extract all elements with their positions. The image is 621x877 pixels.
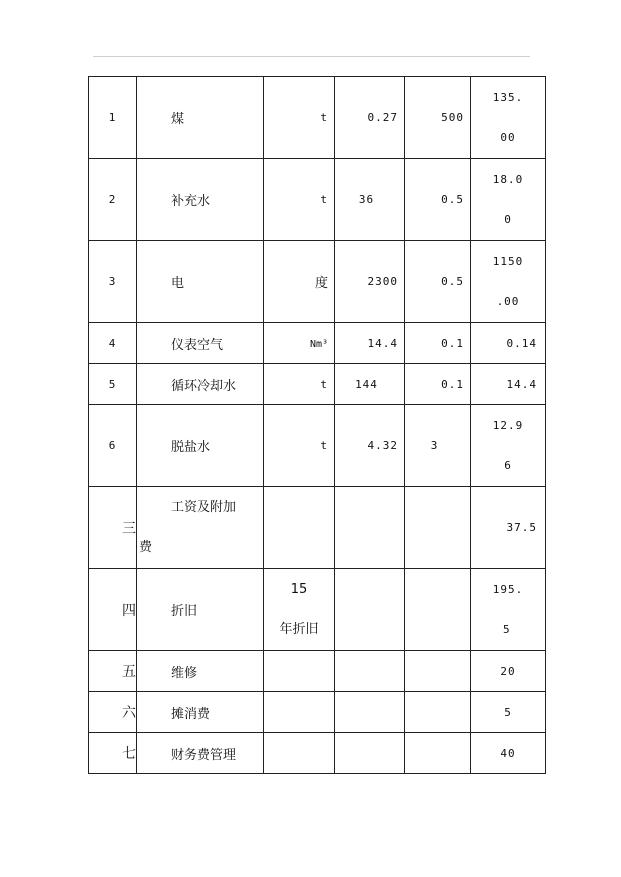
unit-cell: t xyxy=(264,159,335,241)
table-row xyxy=(89,241,546,323)
quantity-cell: 0.27 xyxy=(335,77,405,159)
quantity-cell xyxy=(335,487,405,569)
table-row xyxy=(89,733,546,774)
row-number: 1 xyxy=(89,77,137,159)
item-name: 维修 xyxy=(137,651,264,692)
cost-cell: 5 xyxy=(471,692,546,733)
unit-cell xyxy=(264,692,335,733)
row-number: 五 xyxy=(89,651,137,692)
price-cell xyxy=(405,487,471,569)
table-row xyxy=(89,323,546,364)
cost-cell: 14.4 xyxy=(471,364,546,405)
item-name: 仪表空气 xyxy=(137,323,264,364)
price-cell: 0.5 xyxy=(405,241,471,323)
item-name: 电 xyxy=(137,241,264,323)
quantity-cell: 36 xyxy=(335,159,405,241)
unit-cell xyxy=(264,651,335,692)
item-name: 脱盐水 xyxy=(137,405,264,487)
table-row xyxy=(89,487,546,569)
price-cell xyxy=(405,651,471,692)
quantity-cell: 144 xyxy=(335,364,405,405)
price-cell: 3 xyxy=(405,405,471,487)
price-cell xyxy=(405,569,471,651)
quantity-cell: 2300 xyxy=(335,241,405,323)
item-name: 摊消费 xyxy=(137,692,264,733)
row-number: 5 xyxy=(89,364,137,405)
cost-cell: 18.0 0 xyxy=(471,159,546,241)
unit-cell: 度 xyxy=(264,241,335,323)
cost-cell: 0.14 xyxy=(471,323,546,364)
row-number: 三 xyxy=(89,487,137,569)
item-name: 煤 xyxy=(137,77,264,159)
row-number: 2 xyxy=(89,159,137,241)
cost-cell: 1150 .00 xyxy=(471,241,546,323)
cost-cell: 37.5 xyxy=(471,487,546,569)
table-row xyxy=(89,405,546,487)
quantity-cell xyxy=(335,733,405,774)
quantity-cell xyxy=(335,692,405,733)
item-name: 工资及附加 费 xyxy=(137,487,264,569)
quantity-cell xyxy=(335,651,405,692)
cost-cell: 20 xyxy=(471,651,546,692)
item-name: 财务费管理 xyxy=(137,733,264,774)
row-number: 七 xyxy=(89,733,137,774)
row-number: 3 xyxy=(89,241,137,323)
price-cell: 0.5 xyxy=(405,159,471,241)
price-cell xyxy=(405,733,471,774)
table-row xyxy=(89,77,546,159)
unit-cell: t xyxy=(264,405,335,487)
cost-cell: 135. 00 xyxy=(471,77,546,159)
item-name: 补充水 xyxy=(137,159,264,241)
cost-table xyxy=(88,76,546,774)
unit-cell: Nm³ xyxy=(264,323,335,364)
quantity-cell: 4.32 xyxy=(335,405,405,487)
header-rule xyxy=(93,56,530,57)
price-cell: 0.1 xyxy=(405,323,471,364)
row-number: 六 xyxy=(89,692,137,733)
cost-cell: 195. 5 xyxy=(471,569,546,651)
price-cell: 500 xyxy=(405,77,471,159)
unit-cell: t xyxy=(264,77,335,159)
quantity-cell xyxy=(335,569,405,651)
unit-cell: t xyxy=(264,364,335,405)
row-number: 6 xyxy=(89,405,137,487)
row-number: 四 xyxy=(89,569,137,651)
cost-cell: 40 xyxy=(471,733,546,774)
table-row xyxy=(89,569,546,651)
table-row xyxy=(89,651,546,692)
table-row xyxy=(89,692,546,733)
quantity-cell: 14.4 xyxy=(335,323,405,364)
price-cell xyxy=(405,692,471,733)
item-name: 折旧 xyxy=(137,569,264,651)
table-row xyxy=(89,159,546,241)
unit-cell xyxy=(264,733,335,774)
item-name: 循环冷却水 xyxy=(137,364,264,405)
table-row xyxy=(89,364,546,405)
unit-cell: 15 年折旧 xyxy=(264,569,335,651)
unit-cell xyxy=(264,487,335,569)
price-cell: 0.1 xyxy=(405,364,471,405)
row-number: 4 xyxy=(89,323,137,364)
cost-cell: 12.9 6 xyxy=(471,405,546,487)
